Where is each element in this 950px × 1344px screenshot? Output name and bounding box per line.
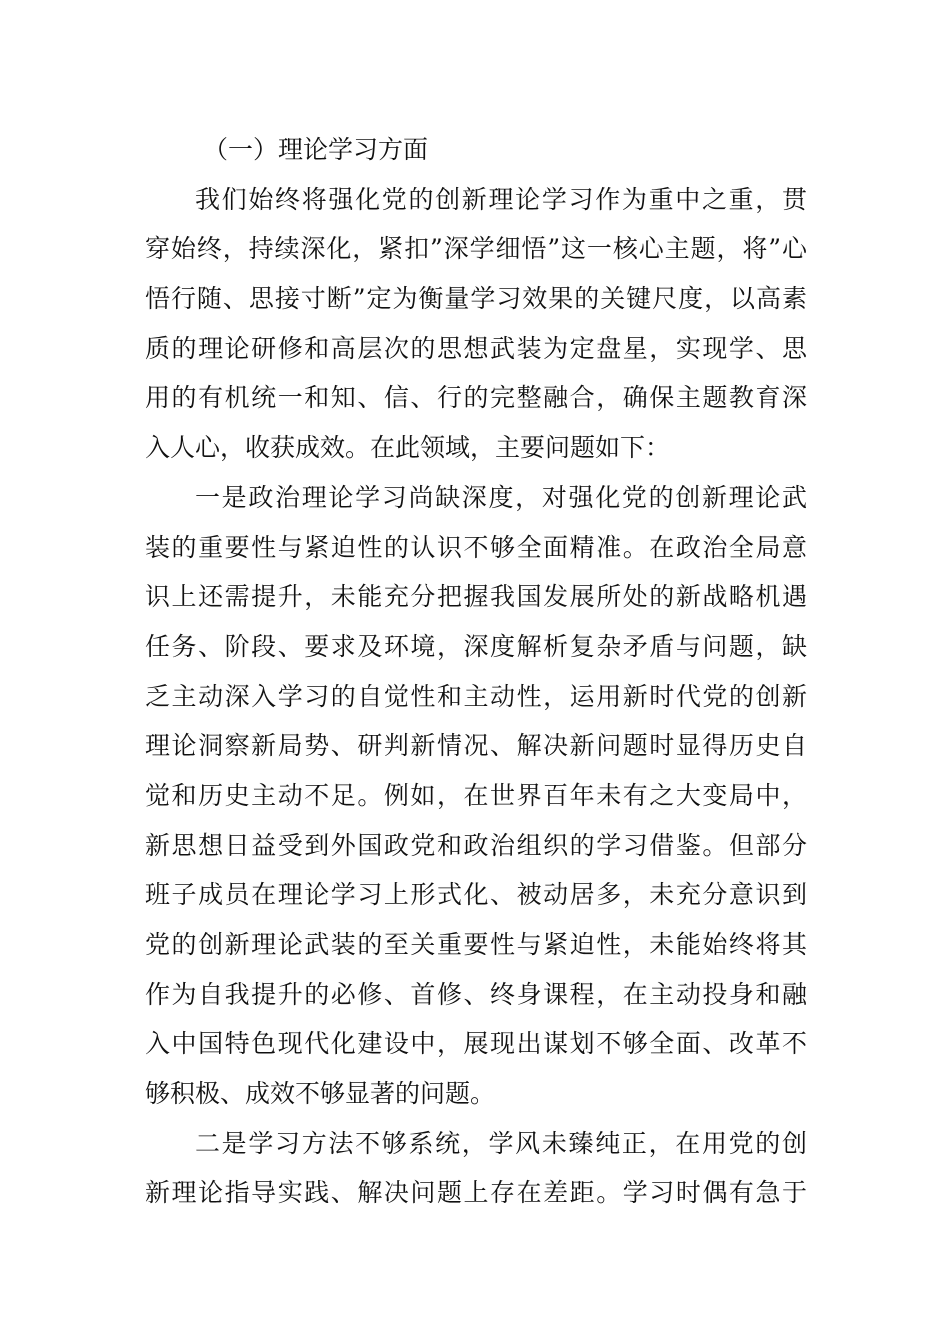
text-line: 一是政治理论学习尚缺深度，对强化党的创新理论武 (195, 482, 807, 512)
document-body (145, 125, 807, 1218)
text-line: 作为自我提升的必修、首修、终身课程，在主动投身和融 (145, 979, 807, 1009)
paragraph-2 (145, 473, 807, 1119)
paragraph-1 (145, 175, 807, 473)
text-line: 悟行随、思接寸断”定为衡量学习效果的关键尺度，以高素 (145, 284, 807, 314)
paragraph-3 (145, 1119, 807, 1218)
text-line: 够积极、成效不够显著的问题。 (145, 1079, 496, 1109)
text-line: 用的有机统一和知、信、行的完整融合，确保主题教育深 (145, 383, 807, 413)
text-line: 党的创新理论武装的至关重要性与紧迫性，未能始终将其 (145, 930, 807, 959)
text-line: 识上还需提升，未能充分把握我国发展所处的新战略机遇 (145, 582, 807, 612)
section-heading: （一）理论学习方面 (203, 135, 429, 164)
text-line: 入人心，收获成效。在此领域，主要问题如下： (145, 433, 671, 463)
text-line: 新思想日益受到外国政党和政治组织的学习借鉴。但部分 (145, 830, 807, 860)
text-line: 入中国特色现代化建设中，展现出谋划不够全面、改革不 (145, 1029, 807, 1059)
text-line: 新理论指导实践、解决问题上存在差距。学习时偶有急于 (145, 1178, 807, 1208)
text-line: 二是学习方法不够系统，学风未臻纯正，在用党的创 (195, 1128, 807, 1158)
text-line: 装的重要性与紧迫性的认识不够全面精准。在政治全局意 (145, 532, 807, 562)
text-line: 我们始终将强化党的创新理论学习作为重中之重，贯 (195, 184, 807, 214)
text-line: 班子成员在理论学习上形式化、被动居多，未充分意识到 (145, 880, 807, 910)
text-line: 乏主动深入学习的自觉性和主动性，运用新时代党的创新 (145, 681, 807, 711)
text-line: 任务、阶段、要求及环境，深度解析复杂矛盾与问题，缺 (145, 631, 807, 661)
text-line: 理论洞察新局势、研判新情况、解决新问题时显得历史自 (145, 731, 807, 761)
text-line: 穿始终，持续深化，紧扣”深学细悟”这一核心主题，将”心 (145, 234, 807, 264)
text-line: 觉和历史主动不足。例如，在世界百年未有之大变局中， (145, 780, 807, 810)
text-line: 质的理论研修和高层次的思想武装为定盘星，实现学、思 (145, 333, 807, 363)
